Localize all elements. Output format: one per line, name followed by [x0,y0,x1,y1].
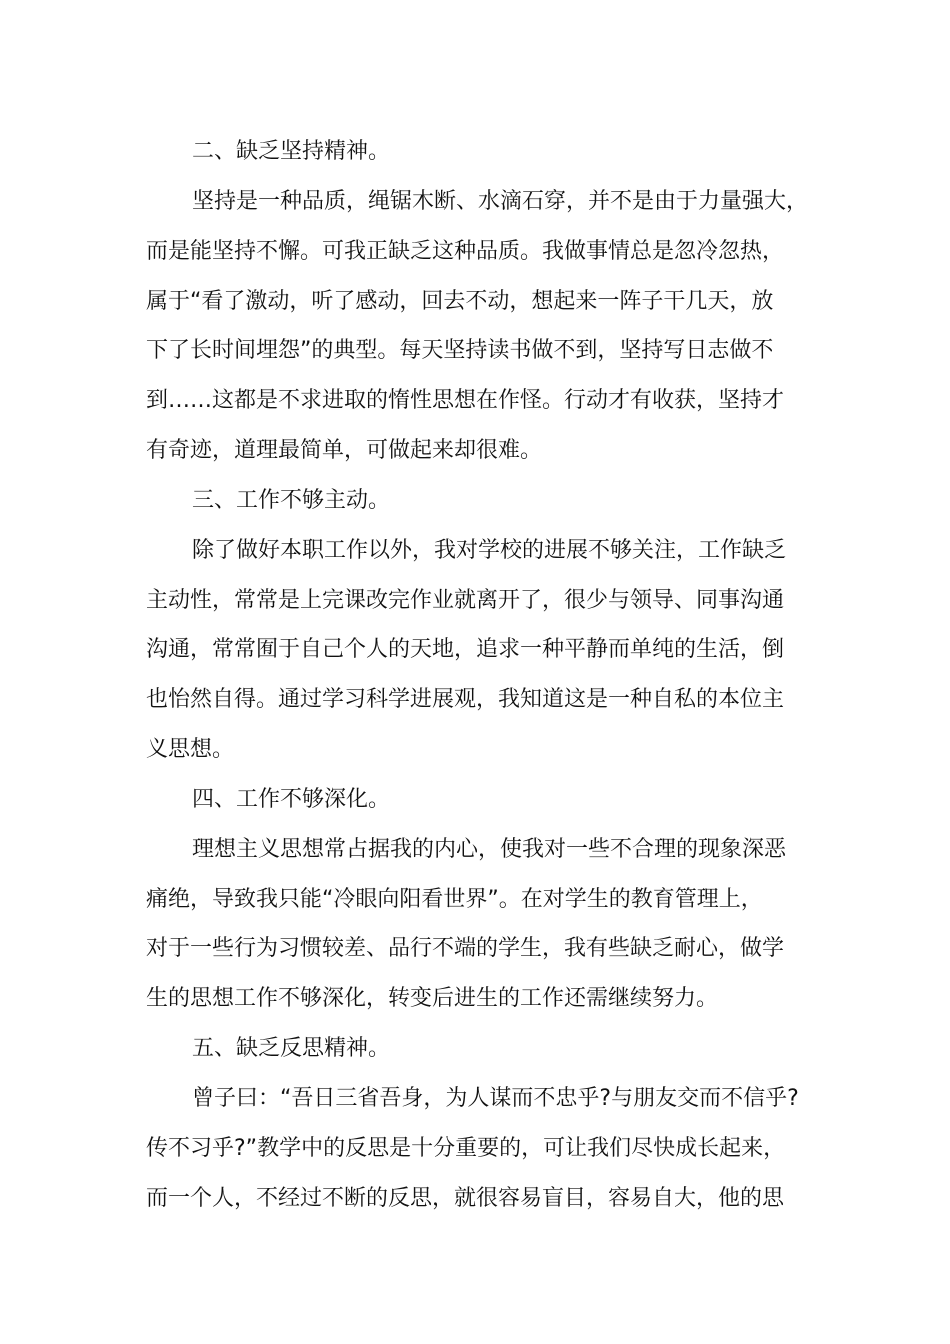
paragraph-line: 传不习乎?”教学中的反思是十分重要的，可让我们尽快成长起来， [146,1136,786,1161]
heading-lack-reflection: 五、缺乏反思精神。 [192,1036,391,1061]
paragraph-line: 主动性，常常是上完课改完作业就离开了，很少与领导、同事沟通 [146,588,785,613]
paragraph-line: 有奇迹，道理最简单，可做起来却很难。 [146,438,543,463]
heading-lack-perseverance: 二、缺乏坚持精神。 [192,139,391,164]
paragraph-line: 曾子曰：“吾日三省吾身，为人谋而不忠乎?与朋友交而不信乎? [192,1086,799,1111]
paragraph-line: 理想主义思想常占据我的内心，使我对一些不合理的现象深恶 [192,837,787,862]
paragraph-line: 也怡然自得。通过学习科学进展观，我知道这是一种自私的本位主 [146,687,785,712]
paragraph-line: 属于“看了激动，听了感动，回去不动，想起来一阵子干几天，放 [146,289,774,314]
paragraph-line: 下了长时间埋怨”的典型。每天坚持读书做不到，坚持写日志做不 [146,338,774,363]
paragraph-line: 痛绝，导致我只能“冷眼向阳看世界”。在对学生的教育管理上， [146,887,763,912]
paragraph-line: 坚持是一种品质，绳锯木断、水滴石穿，并不是由于力量强大， [192,189,809,214]
paragraph-line: 除了做好本职工作以外，我对学校的进展不够关注，工作缺乏 [192,538,787,563]
paragraph-line: 而一个人，不经过不断的反思，就很容易盲目，容易自大，他的思 [146,1186,785,1211]
paragraph-line: 生的思想工作不够深化，转变后进生的工作还需继续努力。 [146,986,719,1011]
paragraph-line: 到……这都是不求进取的惰性思想在作怪。行动才有收获，坚持才 [146,388,785,413]
paragraph-line: 沟通，常常囿于自己个人的天地，追求一种平静而单纯的生活，倒 [146,637,785,662]
heading-not-proactive: 三、工作不够主动。 [192,488,391,513]
paragraph-line: 而是能坚持不懈。可我正缺乏这种品质。我做事情总是忽冷忽热， [146,239,785,264]
heading-not-deep-enough: 四、工作不够深化。 [192,787,391,812]
paragraph-line: 对于一些行为习惯较差、品行不端的学生，我有些缺乏耐心，做学 [146,936,785,961]
paragraph-line: 义思想。 [146,737,235,762]
